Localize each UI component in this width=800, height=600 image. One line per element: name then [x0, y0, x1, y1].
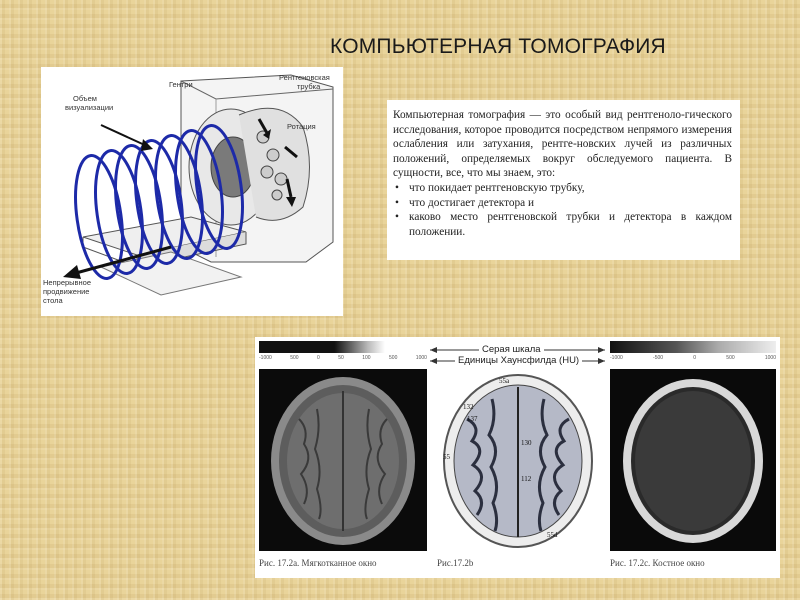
annotation-130: 130	[521, 439, 532, 447]
label-movement: Непрерывное продвижение стола	[43, 278, 92, 305]
caption-a: Рис. 17.2а. Мягкотканное окно	[259, 558, 377, 568]
ct-image-bone	[610, 369, 776, 551]
ct-image-soft-tissue	[259, 369, 427, 551]
ct-images-panel	[255, 337, 780, 578]
annotation-55: 55	[443, 453, 450, 461]
annotation-137: 137	[467, 415, 478, 423]
annotation-55a: 55а	[499, 377, 510, 385]
ct-image-annotated	[437, 369, 599, 551]
slide-title: КОМПЬЮТЕРНАЯ ТОМОГРАФИЯ	[330, 35, 666, 58]
annotation-112: 112	[521, 475, 532, 483]
description-bullet-list	[393, 181, 732, 239]
ct-scanner-illustration	[41, 67, 343, 316]
grayscale-ticks-left: -1000 500 0 50 100 500 1000	[259, 355, 427, 361]
description-textbox	[387, 100, 740, 260]
grayscale-ticks-right: -1000 -500 0 500 1000	[610, 355, 776, 361]
label-tube: Рентгеновская трубка	[279, 73, 330, 91]
ct-scanner-diagram	[41, 67, 343, 316]
label-volume: Объем визуализации	[65, 94, 114, 112]
caption-c: Рис. 17.2с. Костное окно	[610, 558, 705, 568]
annotation-55d: 55d	[547, 531, 558, 539]
bullet-item: • каково место рентгеновской трубки и детектора в каждом положении.	[393, 210, 732, 239]
hounsfield-label: Единицы Хаунсфилда (HU)	[455, 355, 582, 366]
bullet-item: • что достигает детектора и	[393, 196, 732, 211]
gray-scale-label: Серая шкала	[479, 344, 544, 355]
label-gantry: Гентри	[169, 80, 193, 89]
description-paragraph: Компьютерная томография — это особый вид рентгеноло-гического исследования, которое проводится посредством непрямого измерения ослабления или затухания, рентге-новских лучей из различных положений, определяемых вокруг обследуемого пациента. В сущности, все, что мы знаем, это:	[393, 109, 732, 180]
label-rotation: Ротация	[287, 122, 316, 131]
bullet-item: • что покидает рентгеновскую трубку,	[393, 181, 732, 196]
caption-b: Рис.17.2b	[437, 558, 474, 568]
annotation-132: 132	[463, 403, 474, 411]
